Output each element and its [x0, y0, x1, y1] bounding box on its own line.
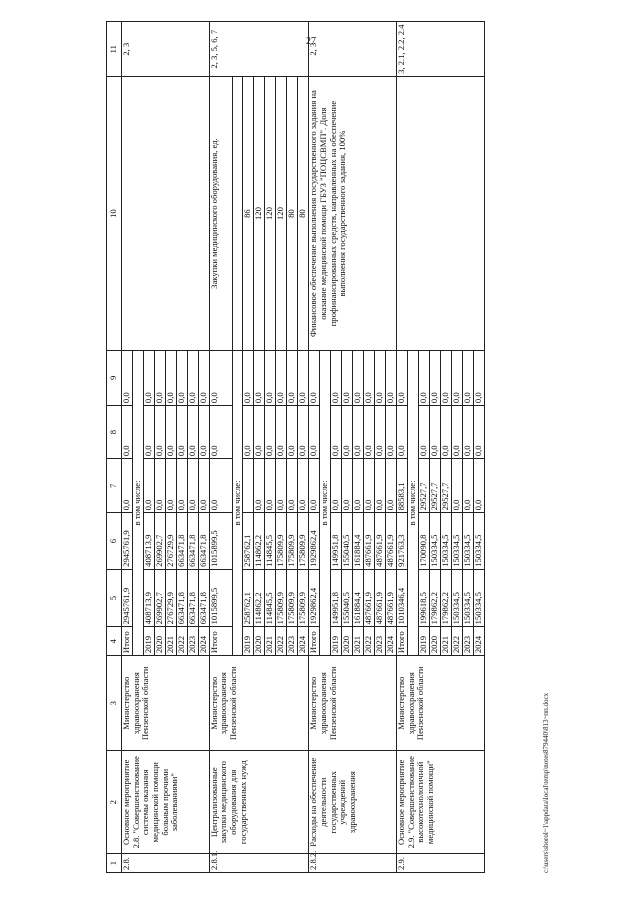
amount-cell: 0,0 [473, 459, 484, 513]
period-cell: 2023 [374, 627, 385, 656]
amount-cell: 663471,8 [198, 513, 209, 569]
period-cell: Итого [122, 627, 133, 656]
amount-cell: 0,0 [287, 406, 298, 459]
executor: Министерство здравоохранения Пензенской области [122, 656, 210, 751]
goals-cell: 2, 3 [309, 22, 397, 77]
amount-cell: 0,0 [396, 350, 407, 405]
amount-cell: 150334,5 [451, 569, 462, 627]
amount-cell: 0,0 [154, 459, 165, 513]
amount-cell: 276729,9 [165, 569, 176, 627]
amount-cell: 175809,9 [298, 569, 309, 627]
indicator-value [232, 77, 243, 350]
amount-cell: 175809,9 [287, 513, 298, 569]
indicator-name: Финансовое обеспечение выполнения государственного задания на оказание медицинской помощи ГБУЗ "ПОЦСВМП". Доля профинансированных средств, направленных на обеспечение выполнения государственного задания, 100% [309, 77, 397, 350]
amount-cell: 0,0 [429, 406, 440, 459]
amount-cell: 0,0 [298, 350, 309, 405]
amount-cell: 175809,9 [287, 569, 298, 627]
amount-cell: 0,0 [122, 350, 133, 405]
amount-cell: 0,0 [243, 350, 254, 405]
period-cell: 2024 [198, 627, 209, 656]
period-cell: 2021 [440, 627, 451, 656]
goals-cell: 2, 3, 5, 6, 7 [209, 22, 309, 77]
footer-file-path: c:\users\sborol~1\appdata\local\temp\notes879440\813~пп.docx [542, 692, 550, 873]
amount-cell: 0,0 [254, 406, 265, 459]
section-number: 2.8.2. [309, 854, 397, 873]
period-cell: 2022 [363, 627, 374, 656]
indicator-value: 120 [276, 77, 287, 350]
period-cell: 2019 [330, 627, 341, 656]
amount-cell: 0,0 [374, 406, 385, 459]
amount-cell: 1015899,5 [209, 513, 232, 569]
amount-cell: 150334,5 [451, 513, 462, 569]
amount-cell: 0,0 [176, 406, 187, 459]
amount-cell: 0,0 [209, 350, 232, 405]
amount-cell: 29527,7 [429, 459, 440, 513]
column-number: 6 [107, 513, 122, 569]
amount-cell: 150334,5 [473, 513, 484, 569]
column-number: 4 [107, 627, 122, 656]
period-cell: 2024 [385, 627, 396, 656]
amount-cell: 487661,9 [385, 513, 396, 569]
amount-cell: 0,0 [385, 350, 396, 405]
amount-cell: 0,0 [187, 406, 198, 459]
amount-cell: 0,0 [352, 350, 363, 405]
indicator-name: Закупки медицинского оборудования, ед. [209, 77, 232, 350]
amount-cell: 0,0 [451, 459, 462, 513]
page-number: 27 [306, 36, 316, 47]
amount-cell: 0,0 [198, 459, 209, 513]
amount-cell [243, 459, 254, 513]
column-number: 9 [107, 350, 122, 405]
amount-cell: 0,0 [209, 406, 232, 459]
amount-cell: 0,0 [287, 459, 298, 513]
column-number-row [107, 22, 122, 873]
period-cell: 2021 [165, 627, 176, 656]
amount-cell: 0,0 [309, 406, 320, 459]
amount-cell: 0,0 [341, 350, 352, 405]
table-row [209, 22, 232, 873]
amount-cell: 0,0 [330, 350, 341, 405]
amount-cell: 0,0 [276, 406, 287, 459]
section-number: 2.8.1. [209, 854, 309, 873]
period-cell: 2023 [287, 627, 298, 656]
amount-cell: 663471,8 [187, 513, 198, 569]
amount-cell: 1929862,4 [309, 569, 320, 627]
column-number: 8 [107, 406, 122, 459]
amount-cell: 0,0 [165, 459, 176, 513]
budget-table [106, 21, 485, 873]
amount-cell: 0,0 [298, 406, 309, 459]
amount-cell: 487661,9 [363, 569, 374, 627]
amount-cell: 0,0 [363, 459, 374, 513]
amount-cell: 0,0 [209, 459, 232, 513]
amount-cell: 0,0 [473, 350, 484, 405]
amount-cell: 1015899,5 [209, 569, 232, 627]
amount-cell: 0,0 [122, 406, 133, 459]
executor: Министерство здравоохранения Пензенской области [396, 656, 484, 751]
measure-name: Централизованные закупки медицинского оборудования для государственных нужд [209, 751, 309, 854]
amount-cell: 0,0 [154, 406, 165, 459]
indicator-name [396, 77, 484, 350]
period-cell: Итого [396, 627, 407, 656]
indicator-value: 120 [254, 77, 265, 350]
indicator-name [122, 77, 210, 350]
amount-cell: 170090,8 [418, 513, 429, 569]
amount-cell: 0,0 [154, 350, 165, 405]
period-cell: 2024 [298, 627, 309, 656]
amount-cell: 114845,5 [265, 513, 276, 569]
amount-cell: 408713,9 [143, 569, 154, 627]
measure-name: Расходы на обеспечение деятельности государственных учреждений здравоохранения [309, 751, 397, 854]
amount-cell: 0,0 [418, 406, 429, 459]
amount-cell: 0,0 [198, 406, 209, 459]
indicator-value: 80 [287, 77, 298, 350]
period-cell: Итого [209, 627, 232, 656]
period-cell: 2022 [176, 627, 187, 656]
column-number: 5 [107, 569, 122, 627]
period-cell: 2024 [473, 627, 484, 656]
indicator-value: 80 [298, 77, 309, 350]
amount-cell: 161884,4 [352, 569, 363, 627]
amount-cell: 0,0 [330, 406, 341, 459]
amount-cell: 29527,7 [440, 459, 451, 513]
goals-cell: 2, 3 [122, 22, 210, 77]
period-cell: 2020 [254, 627, 265, 656]
amount-cell: 0,0 [176, 459, 187, 513]
executor: Министерство здравоохранения Пензенской области [309, 656, 397, 751]
amount-cell: 0,0 [309, 350, 320, 405]
amount-cell: 0,0 [451, 350, 462, 405]
executor: Министерство здравоохранения Пензенской области [209, 656, 309, 751]
amount-cell: 0,0 [462, 350, 473, 405]
amount-cell: 0,0 [330, 459, 341, 513]
amount-cell: 0,0 [341, 459, 352, 513]
amount-cell: 0,0 [473, 406, 484, 459]
period-cell: 2019 [243, 627, 254, 656]
column-number: 11 [107, 22, 122, 77]
amount-cell: 0,0 [254, 350, 265, 405]
amount-cell: 487661,9 [385, 569, 396, 627]
amount-cell: 149951,8 [330, 569, 341, 627]
amount-cell: 487661,9 [363, 513, 374, 569]
amount-cell: 155040,5 [341, 513, 352, 569]
column-number: 10 [107, 77, 122, 350]
amount-cell: 663471,8 [176, 513, 187, 569]
amount-cell: 0,0 [429, 350, 440, 405]
period-cell: 2022 [451, 627, 462, 656]
amount-cell: 0,0 [265, 406, 276, 459]
section-number: 2.8. [122, 854, 210, 873]
amount-cell: 0,0 [385, 406, 396, 459]
amount-cell: 0,0 [440, 406, 451, 459]
amount-cell: 0,0 [341, 406, 352, 459]
amount-cell: 0,0 [451, 406, 462, 459]
amount-cell: 0,0 [287, 350, 298, 405]
amount-cell: 0,0 [374, 350, 385, 405]
amount-cell: 0,0 [143, 350, 154, 405]
in-total-label: в том числе: [133, 350, 144, 655]
amount-cell: 0,0 [254, 459, 265, 513]
amount-cell: 114862,2 [254, 569, 265, 627]
amount-cell: 150334,5 [429, 513, 440, 569]
amount-cell: 1929862,4 [309, 513, 320, 569]
amount-cell: 276729,9 [165, 513, 176, 569]
amount-cell: 175809,9 [276, 569, 287, 627]
column-number: 3 [107, 656, 122, 751]
amount-cell: 0,0 [276, 459, 287, 513]
amount-cell: 0,0 [385, 459, 396, 513]
amount-cell: 150334,5 [473, 569, 484, 627]
column-number: 2 [107, 751, 122, 854]
amount-cell: 199618,5 [418, 569, 429, 627]
amount-cell: 175809,9 [298, 513, 309, 569]
amount-cell: 2945761,9 [122, 569, 133, 627]
amount-cell: 0,0 [143, 459, 154, 513]
amount-cell: 663471,8 [176, 569, 187, 627]
amount-cell: 0,0 [418, 350, 429, 405]
amount-cell: 0,0 [176, 350, 187, 405]
goals-cell: 3, 2.1, 2.2, 2.4 [396, 22, 484, 77]
in-total-label: в том числе: [320, 350, 331, 655]
period-cell: 2020 [154, 627, 165, 656]
amount-cell: 0,0 [363, 350, 374, 405]
amount-cell: 161884,4 [352, 513, 363, 569]
amount-cell: 0,0 [265, 459, 276, 513]
period-cell: 2020 [429, 627, 440, 656]
amount-cell: 0,0 [187, 350, 198, 405]
amount-cell: 0,0 [374, 459, 385, 513]
amount-cell: 29527,7 [418, 459, 429, 513]
amount-cell: 0,0 [462, 406, 473, 459]
amount-cell: 0,0 [165, 350, 176, 405]
amount-cell: 0,0 [352, 459, 363, 513]
period-cell: 2019 [143, 627, 154, 656]
amount-cell: 0,0 [122, 459, 133, 513]
indicator-value: 120 [265, 77, 276, 350]
period-cell: 2023 [462, 627, 473, 656]
period-cell: 2020 [341, 627, 352, 656]
amount-cell: 2945761,9 [122, 513, 133, 569]
amount-cell: 0,0 [352, 406, 363, 459]
amount-cell: 0,0 [265, 350, 276, 405]
amount-cell: 150334,5 [440, 513, 451, 569]
amount-cell: 921763,3 [396, 513, 407, 569]
amount-cell: 0,0 [396, 406, 407, 459]
amount-cell: 0,0 [143, 406, 154, 459]
amount-cell: 114862,2 [254, 513, 265, 569]
amount-cell: 0,0 [243, 406, 254, 459]
amount-cell: 0,0 [298, 459, 309, 513]
amount-cell: 487661,9 [374, 513, 385, 569]
table-row [122, 22, 133, 873]
amount-cell: 0,0 [187, 459, 198, 513]
amount-cell: 663471,8 [198, 569, 209, 627]
in-total-label: в том числе: [407, 350, 418, 655]
section-number: 2.9. [396, 854, 484, 873]
period-cell: 2022 [276, 627, 287, 656]
amount-cell: 0,0 [198, 350, 209, 405]
period-cell: 2023 [187, 627, 198, 656]
amount-cell: 269902,7 [154, 569, 165, 627]
amount-cell: 1010346,4 [396, 569, 407, 627]
column-number: 1 [107, 854, 122, 873]
amount-cell: 0,0 [363, 406, 374, 459]
amount-cell: 155040,5 [341, 569, 352, 627]
amount-cell: 150334,5 [462, 569, 473, 627]
column-number: 7 [107, 459, 122, 513]
amount-cell: 0,0 [309, 459, 320, 513]
indicator-value: 86 [243, 77, 254, 350]
amount-cell: 258762,1 [243, 569, 254, 627]
rotated-page-content [106, 21, 566, 873]
amount-cell: 150334,5 [462, 513, 473, 569]
measure-name: Основное мероприятие 2.9. "Совершенствование высокотехнологичной медицинской помощи" [396, 751, 484, 854]
amount-cell: 258762,1 [243, 513, 254, 569]
amount-cell: 149951,8 [330, 513, 341, 569]
period-cell: 2021 [265, 627, 276, 656]
amount-cell: 114845,5 [265, 569, 276, 627]
period-cell: 2019 [418, 627, 429, 656]
amount-cell: 179862,2 [440, 569, 451, 627]
amount-cell: 487661,9 [374, 569, 385, 627]
amount-cell: 88583,1 [396, 459, 407, 513]
table-row [396, 22, 407, 873]
amount-cell: 179862,2 [429, 569, 440, 627]
amount-cell: 408713,9 [143, 513, 154, 569]
amount-cell: 175809,9 [276, 513, 287, 569]
period-cell: 2021 [352, 627, 363, 656]
amount-cell: 269902,7 [154, 513, 165, 569]
in-total-label: в том числе: [232, 350, 243, 655]
amount-cell: 0,0 [276, 350, 287, 405]
amount-cell: 0,0 [440, 350, 451, 405]
amount-cell: 0,0 [165, 406, 176, 459]
measure-name: Основное мероприятие 2.8. "Совершенствование системы оказания медицинской помощи больным прочими заболеваниями" [122, 751, 210, 854]
amount-cell: 0,0 [462, 459, 473, 513]
amount-cell: 663471,8 [187, 569, 198, 627]
period-cell: Итого [309, 627, 320, 656]
table-row [309, 22, 320, 873]
